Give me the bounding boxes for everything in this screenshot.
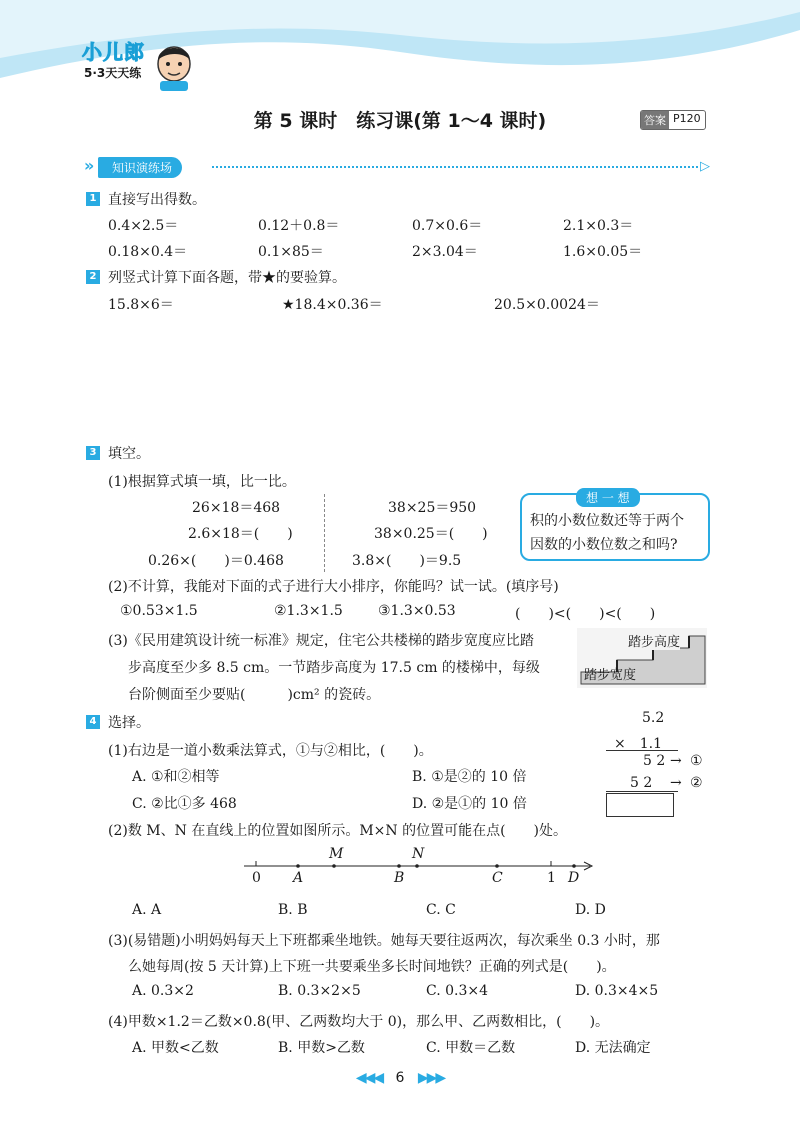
- label-B: B: [394, 870, 405, 886]
- vertical-partial-2: 5 2: [630, 775, 653, 791]
- question-number-4: 4: [86, 715, 100, 729]
- stair-height-label: 踏步高度: [628, 631, 680, 650]
- q4-part4-option: B. 甲数>乙数: [278, 1040, 365, 1056]
- q3-part2-option: ①0.53×1.5: [120, 603, 198, 619]
- chevron-right-icon: »: [84, 156, 95, 175]
- q3-part3-line: 步高度至少多 8.5 cm。一节踏步高度为 17.5 cm 的楼梯中，每级: [128, 660, 540, 676]
- answer-key-badge: [640, 110, 706, 130]
- answer-key-page: P120: [673, 112, 701, 125]
- q1-item: 0.12＋0.8＝: [258, 218, 340, 234]
- vertical-multiplier: × 1.1: [614, 736, 662, 752]
- q3-part1-prompt: (1)根据算式填一填，比一比。: [108, 474, 296, 490]
- logo-title: 小儿郎: [82, 40, 145, 64]
- q1-item: 0.7×0.6＝: [412, 218, 483, 234]
- question-number-3: 3: [86, 446, 100, 460]
- q4-part1-prompt: (1)右边是一道小数乘法算式，①与②相比，( )。: [108, 743, 433, 759]
- page-footer: [0, 1070, 800, 1086]
- q4-part3-option: B. 0.3×2×5: [278, 983, 361, 999]
- vertical-top-number: 5.2: [642, 710, 665, 726]
- q3-part2-option: ③1.3×0.53: [378, 603, 456, 619]
- question-number-2: 2: [86, 270, 100, 284]
- q3-part2-option: ②1.3×1.5: [274, 603, 343, 619]
- next-arrows-icon: ▶▶▶: [417, 1070, 445, 1086]
- arrow-right-icon: →: [670, 753, 682, 769]
- q4-part3-line: (3)(易错题)小明妈妈每天上下班都乘坐地铁。她每天要往返两次，每次乘坐 0.3 小时，那: [108, 933, 660, 949]
- q4-part1-option: A. ①和②相等: [132, 769, 220, 785]
- think-box-title: 想 一 想: [576, 488, 640, 507]
- section-divider: [212, 166, 698, 168]
- column-divider: [324, 494, 325, 572]
- label-C: C: [492, 870, 503, 886]
- q3-right-eq: 38×25＝950: [388, 500, 477, 516]
- q2-item: 20.5×0.0024＝: [494, 297, 600, 313]
- q4-part1-option: B. ①是②的 10 倍: [412, 769, 527, 785]
- prev-arrows-icon: ◀◀◀: [355, 1070, 383, 1086]
- label-0: 0: [252, 870, 261, 886]
- q3-part2-prompt: (2)不计算，我能对下面的式子进行大小排序，你能吗？试一试。(填序号): [108, 579, 559, 595]
- arrow-right-icon: →: [670, 775, 682, 791]
- page-number: 6: [395, 1070, 405, 1086]
- q3-part2-blanks: ( )<( )<( ): [515, 606, 656, 622]
- vertical-rule: [606, 750, 678, 751]
- vertical-rule: [606, 791, 678, 792]
- answer-key-label: 答案: [641, 111, 669, 129]
- q3-part3-line: (3)《民用建筑设计统一标准》规定，住宅公共楼梯的踏步宽度应比踏: [108, 633, 534, 649]
- q3-prompt: 填空。: [108, 446, 150, 462]
- think-box-line: 因数的小数位数之和吗?: [530, 537, 678, 553]
- q1-prompt: 直接写出得数。: [108, 192, 206, 208]
- q1-item: 0.18×0.4＝: [108, 244, 188, 260]
- q2-item: ★18.4×0.36＝: [282, 297, 383, 313]
- q1-item: 2.1×0.3＝: [563, 218, 634, 234]
- vertical-result-box: [606, 793, 674, 817]
- q1-item: 0.4×2.5＝: [108, 218, 179, 234]
- label-A: A: [293, 870, 304, 886]
- logo-subtitle: 5·3天天练: [84, 66, 142, 80]
- vertical-mark-1: ①: [690, 753, 703, 769]
- q1-item: 2×3.04＝: [412, 244, 478, 260]
- q1-item: 1.6×0.05＝: [563, 244, 643, 260]
- question-number-1: 1: [86, 192, 100, 206]
- vertical-partial-1: 5 2: [643, 753, 666, 769]
- q4-part2-option: D. D: [575, 902, 606, 918]
- q4-part3-option: A. 0.3×2: [132, 983, 194, 999]
- q4-part4-option: A. 甲数<乙数: [132, 1040, 219, 1056]
- q4-part2-option: A. A: [132, 902, 162, 918]
- q2-prompt: 列竖式计算下面各题，带★的要验算。: [108, 270, 346, 286]
- vertical-mark-2: ②: [690, 775, 703, 791]
- q4-part2-option: B. B: [278, 902, 308, 918]
- q4-part4-option: C. 甲数＝乙数: [426, 1040, 516, 1056]
- q3-left-eq: 0.26×( )＝0.468: [148, 553, 284, 569]
- q1-item: 0.1×85＝: [258, 244, 324, 260]
- q2-item: 15.8×6＝: [108, 297, 174, 313]
- arrow-right-icon: ▷: [700, 159, 710, 174]
- q4-part3-option: D. 0.3×4×5: [575, 983, 659, 999]
- q3-right-eq: 38×0.25＝( ): [374, 526, 488, 542]
- q4-part1-option: D. ②是①的 10 倍: [412, 796, 527, 812]
- q3-left-eq: 2.6×18＝( ): [188, 526, 293, 542]
- stair-width-label: 踏步宽度: [584, 668, 637, 683]
- think-box-line: 积的小数位数还等于两个: [530, 513, 684, 529]
- q4-part2-option: C. C: [426, 902, 456, 918]
- q4-part4-prompt: (4)甲数×1.2＝乙数×0.8(甲、乙两数均大于 0)，那么甲、乙两数相比，( )。: [108, 1014, 610, 1030]
- q3-right-eq: 3.8×( )＝9.5: [352, 553, 462, 569]
- q4-part3-option: C. 0.3×4: [426, 983, 489, 999]
- label-N: N: [412, 846, 425, 862]
- q4-part4-option: D. 无法确定: [575, 1040, 651, 1056]
- page-title: 第 5 课时 练习课(第 1～4 课时): [253, 110, 547, 132]
- label-D: D: [568, 870, 580, 886]
- section-tag: 知识演练场: [98, 157, 182, 178]
- boy-mascot-icon: [150, 40, 198, 92]
- q3-left-eq: 26×18＝468: [192, 500, 281, 516]
- q3-part3-line: 台阶侧面至少要贴( )cm² 的瓷砖。: [128, 687, 381, 703]
- q4-part3-line: 么她每周(按 5 天计算)上下班一共要乘坐多长时间地铁？正确的列式是( )。: [128, 959, 616, 975]
- q4-prompt: 选择。: [108, 715, 150, 731]
- label-M: M: [329, 846, 344, 862]
- q4-part1-option: C. ②比①多 468: [132, 796, 237, 812]
- label-1: 1: [547, 870, 556, 886]
- q4-part2-prompt: (2)数 M、N 在直线上的位置如图所示。M×N 的位置可能在点( )处。: [108, 823, 568, 839]
